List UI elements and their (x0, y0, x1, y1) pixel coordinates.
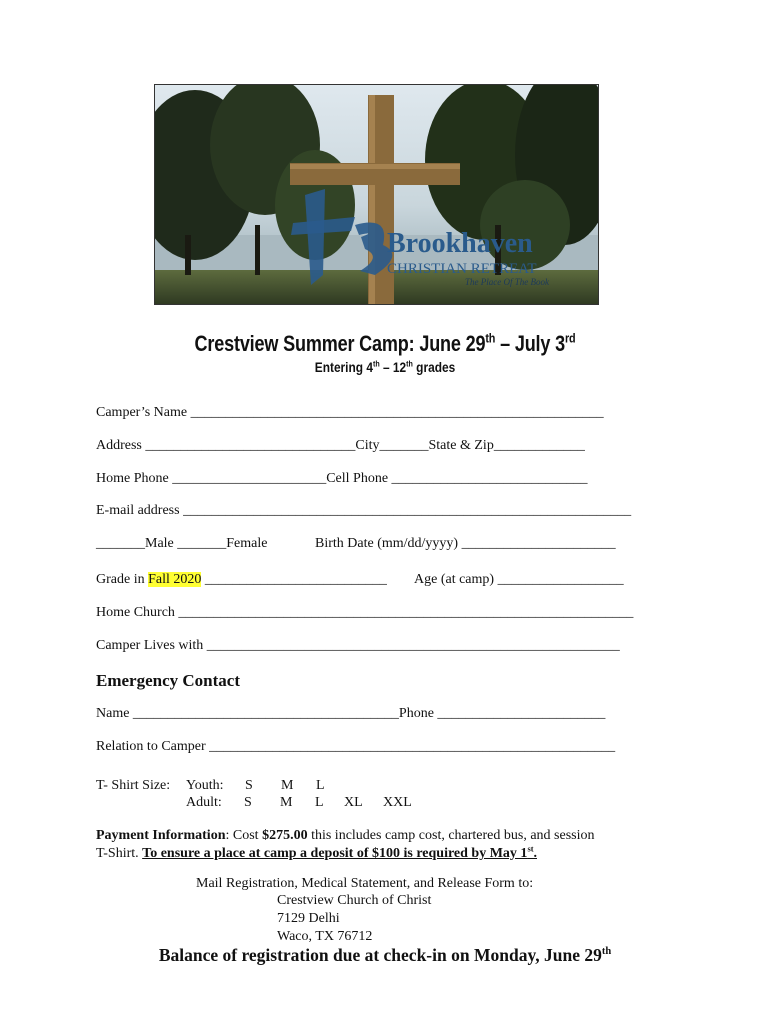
adult-label: Adult: (186, 795, 222, 810)
svg-text:CHRISTIAN RETREAT: CHRISTIAN RETREAT (387, 261, 537, 277)
adult-size-xl[interactable]: XL (344, 795, 363, 810)
page-title: Crestview Summer Camp: June 29th – July 3rd (194, 330, 576, 356)
age-field[interactable]: Age (at camp) __________________ (414, 572, 624, 587)
grade-label: Grade in (96, 572, 149, 587)
adult-size-s[interactable]: S (244, 795, 252, 810)
emergency-heading: Emergency Contact (96, 671, 240, 690)
payment-line2: T-Shirt. (96, 846, 143, 861)
payment-deposit (96, 846, 537, 862)
grade-field[interactable] (96, 572, 387, 588)
adult-size-xxl[interactable]: XXL (383, 795, 412, 810)
adult-size-l[interactable]: L (315, 795, 324, 810)
mail-address-line1: Crestview Church of Christ (277, 893, 432, 908)
campers-name-field[interactable]: Camper’s Name ___________________________________________________________ (96, 405, 604, 420)
relation-field[interactable]: Relation to Camper __________________________________________________________ (96, 739, 616, 754)
address-field[interactable]: Address ______________________________City_______State & Zip_____________ (96, 438, 585, 453)
email-field[interactable]: E-mail address ________________________________________________________________ (96, 503, 632, 518)
mail-intro: Mail Registration, Medical Statement, and Release Form to: (196, 876, 534, 891)
page-subtitle: Entering 4th – 12th grades (314, 358, 456, 375)
adult-size-m[interactable]: M (280, 795, 293, 810)
payment-cost-label: : Cost (225, 828, 263, 843)
home-church-field[interactable]: Home Church _________________________________________________________________ (96, 605, 634, 620)
birth-date-field[interactable]: Birth Date (mm/dd/yyyy) ______________________ (315, 536, 616, 551)
balance-due-notice: Balance of registration due at check-in on Monday, June 29th (158, 945, 612, 965)
deposit-notice: To ensure a place at camp a deposit of $100 is required by May 1st. (142, 844, 537, 861)
youth-size-s[interactable]: S (245, 778, 253, 793)
phone-field[interactable]: Home Phone ______________________Cell Phone ____________________________ (96, 471, 588, 486)
mail-address-line2: 7129 Delhi (277, 911, 340, 926)
svg-text:The Place Of The Book: The Place Of The Book (465, 277, 549, 287)
grade-line: __________________________ (201, 572, 387, 587)
grade-highlight: Fall 2020 (148, 572, 202, 587)
youth-size-l[interactable]: L (316, 778, 325, 793)
lives-with-field[interactable]: Camper Lives with ___________________________________________________________ (96, 638, 620, 653)
tshirt-label: T- Shirt Size: (96, 778, 171, 793)
youth-size-m[interactable]: M (281, 778, 294, 793)
mail-address-line3: Waco, TX 76712 (277, 929, 373, 944)
svg-text:Brookhaven: Brookhaven (387, 228, 533, 259)
payment-desc: this includes camp cost, chartered bus, and session (307, 828, 595, 843)
gender-field[interactable]: _______Male _______Female (96, 536, 268, 551)
youth-label: Youth: (186, 778, 224, 793)
payment-info (96, 828, 595, 844)
emergency-name-field[interactable]: Name ______________________________________Phone ________________________ (96, 706, 606, 721)
payment-amount: $275.00 (262, 828, 308, 843)
camp-banner-image (154, 84, 599, 305)
banner-photo (155, 85, 598, 304)
payment-label: Payment Information (96, 828, 226, 843)
